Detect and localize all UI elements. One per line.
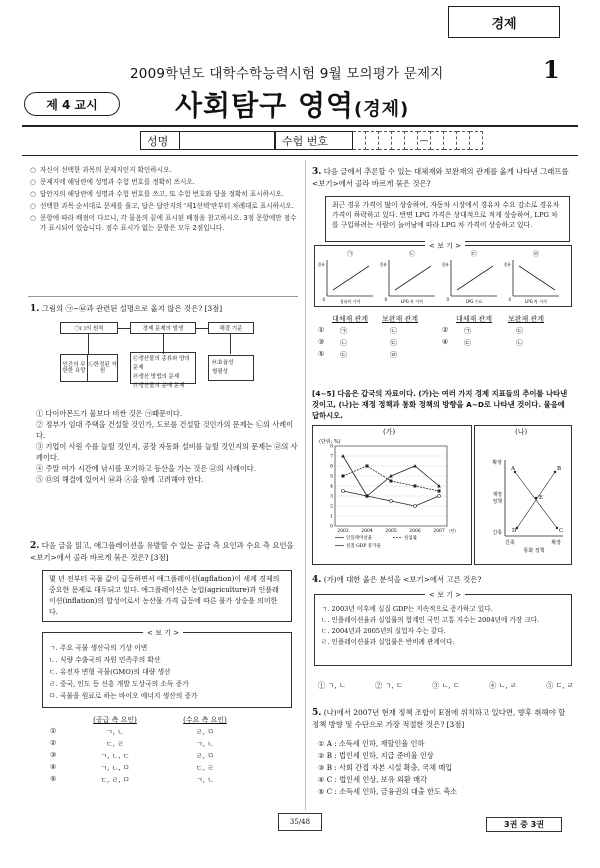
name-label: 성명 bbox=[140, 131, 180, 150]
graph-ylabel: 경유 bbox=[379, 262, 387, 267]
legend-label: 실질 GDP 증가율 bbox=[346, 544, 381, 549]
q4-bogi-list bbox=[321, 604, 565, 648]
diagram-right2: 형평성 bbox=[212, 369, 228, 375]
q3-answer-cell: ㉢ bbox=[516, 327, 523, 335]
exam-no-cell[interactable] bbox=[470, 131, 483, 150]
data-point bbox=[342, 475, 345, 478]
graph-xlabel: LPG 수요 bbox=[465, 299, 483, 304]
q2-header-demand: (수요 측 요인) bbox=[183, 716, 227, 724]
na-point bbox=[535, 497, 537, 499]
diagram-mid1: ㉢생산물의 종류와 양의 문제 bbox=[133, 356, 190, 371]
main-title-sub: (경제) bbox=[354, 99, 410, 120]
na-point-label: C bbox=[559, 528, 564, 534]
q2-answer-row[interactable] bbox=[50, 775, 280, 787]
exam-no-dash: — bbox=[418, 131, 431, 150]
q1-choices bbox=[36, 408, 298, 485]
diagram-mid3: ㉤생산물의 분배 문제 bbox=[133, 383, 185, 389]
q2-answer-cell: ㄱ, ㄴ bbox=[196, 776, 214, 784]
q4-choice-4[interactable]: ④ ㄴ, ㄹ bbox=[489, 681, 517, 690]
na-point-label: B bbox=[557, 466, 562, 472]
instruction-item: ○ 문제지에 해당란에 성명과 수험 번호를 정확히 쓰시오. bbox=[30, 177, 300, 187]
q3-answer-marker: ② bbox=[442, 326, 449, 334]
q2-bogi-list bbox=[49, 642, 285, 702]
q5-number: 5. bbox=[312, 708, 322, 718]
graph-tag: ㉡ bbox=[408, 251, 416, 258]
data-point bbox=[366, 465, 369, 468]
q2-answer-cell: ㄷ, ㄹ, ㅁ bbox=[100, 776, 130, 784]
q3-answer-marker: ① bbox=[318, 326, 325, 334]
q2-bogi-item: ㄷ. 유전자 변형 곡물(GMO)의 대량 생산 bbox=[49, 668, 171, 676]
y-tick-label: 5 bbox=[330, 474, 333, 480]
instruction-item: ○ 문항에 따라 배점이 다르니, 각 물음의 끝에 표시된 배점을 참고하시오. 3점 문항에만 점수가 표시되어 있습니다. 점수 표시가 없는 문항은 모두 2점입니다. bbox=[30, 213, 300, 233]
q4-bogi-box bbox=[314, 591, 572, 666]
q5-text: (나)에서 2007년 현재 정책 조합이 E점에 위치하고 있다면, 향후 취해야 할 정책 방향 및 수단으로 가장 적절한 것은? [3점] bbox=[312, 708, 566, 729]
instruction-item: ○ 자신이 선택한 과목의 문제지인지 확인하시오. bbox=[30, 165, 300, 175]
graph-origin: 0 bbox=[384, 297, 387, 302]
y-tick-label: 8 bbox=[330, 444, 333, 450]
exam-no-cell[interactable] bbox=[379, 131, 392, 150]
q3-number: 3. bbox=[312, 167, 322, 177]
graph-ylabel: 경유 bbox=[317, 262, 325, 267]
exam-no-cell[interactable] bbox=[366, 131, 379, 150]
instruction-item: ○ 선택한 과목 순서대로 문제를 풀고, 답은 답안지의 '제1선택'란부터 차례대로 표시하시오. bbox=[30, 201, 300, 211]
q2-bogi-box bbox=[42, 629, 292, 708]
q3-answer-marker: ⑤ bbox=[318, 350, 325, 358]
diagram-line bbox=[230, 334, 231, 354]
na-bottom-left: 긴축 bbox=[505, 540, 515, 546]
q3-stem bbox=[312, 166, 574, 189]
subject-box: 경제 bbox=[448, 6, 560, 38]
series-line bbox=[343, 491, 439, 506]
fig-na-label: (나) bbox=[515, 428, 528, 436]
q2-answer-cell: ㄷ, ㄹ bbox=[106, 740, 124, 748]
graph-line bbox=[519, 266, 555, 290]
exam-no-cell[interactable] bbox=[405, 131, 418, 150]
q2-answer-cell: ㄹ, ㅁ bbox=[196, 752, 214, 760]
q2-answer-rows bbox=[50, 727, 280, 787]
graph-line bbox=[333, 266, 369, 290]
id-row bbox=[140, 131, 483, 150]
q4-choice-5[interactable]: ⑤ ㄷ, ㄹ bbox=[546, 681, 574, 690]
q1-choice-4[interactable]: ④ 주말 여가 시간에 낚시를 포기하고 등산을 가는 것은 ㉣의 사례이다. bbox=[36, 464, 257, 473]
q1-choice-1[interactable]: ① 다이아몬드가 물보다 비싼 것은 ㉠때문이다. bbox=[36, 409, 183, 418]
q3-header: 대체재 관계 bbox=[332, 315, 369, 323]
q3-header: 대체재 관계 bbox=[456, 315, 493, 323]
q3-header: 보완재 관계 bbox=[382, 315, 419, 323]
fig-ga-label: (가) bbox=[383, 428, 396, 436]
q2-answer-cell: ㄱ, ㄴ bbox=[106, 728, 124, 736]
na-top-label: 확장 bbox=[492, 460, 502, 466]
q2-bogi-item: ㅁ. 곡물을 원료로 하는 바이오 에너지 생산의 증가 bbox=[49, 692, 198, 700]
graph-tag: ㉣ bbox=[532, 251, 540, 258]
q2-header-supply: (공급 측 요인) bbox=[93, 716, 137, 724]
na-diag-line bbox=[517, 472, 555, 528]
graph-xlabel: LPG 차 가격 bbox=[525, 299, 547, 304]
data-point bbox=[341, 454, 345, 458]
diagram-mid2: ㉣생산 방법의 문제 bbox=[133, 374, 180, 380]
diagram-line bbox=[88, 334, 89, 354]
y-tick-label: 3 bbox=[330, 494, 333, 500]
page-frac-top: 35 bbox=[289, 818, 299, 826]
diagram-arrow bbox=[196, 328, 208, 329]
q4-text: (가)에 대한 옳은 분석을 <보기>에서 고른 것은? bbox=[323, 575, 482, 584]
q4-choices bbox=[318, 680, 574, 691]
q3-answer-cell: ㉣ bbox=[390, 351, 397, 359]
exam-title: 2009학년도 대학수학능력시험 9월 모의평가 문제지 bbox=[130, 66, 444, 82]
q4-stem bbox=[312, 574, 574, 586]
header-rule-2 bbox=[22, 155, 578, 156]
q3-passage: 최근 경유 가격이 많이 상승하여, 자동차 시장에서 경유차 수요 감소로 경유차 가격이 하락하고 있다. 반면 LPG 가격은 상대적으로 적게 상승하여, LPG 차를 구입하려는 사람이 늘어남에 따라 LPG 차 가격이 상승하고 있다. bbox=[325, 196, 570, 242]
q4-bogi-item: ㄷ. 2004년과 2005년의 실업자 수는 같다. bbox=[321, 627, 446, 635]
diagram-arrow bbox=[118, 328, 130, 329]
q3-answer-header bbox=[318, 314, 576, 326]
q2-answer-row[interactable] bbox=[50, 739, 280, 751]
x-tick-label: 2004 bbox=[361, 529, 373, 534]
y-tick-label: 6 bbox=[330, 464, 333, 470]
graph-ylabel: 경유 bbox=[441, 262, 449, 267]
series-line bbox=[343, 466, 439, 491]
diagram-box-problems bbox=[130, 352, 196, 389]
q3-answer-marker: ④ bbox=[442, 338, 449, 346]
data-point bbox=[390, 500, 393, 503]
na-bottom-right: 확장 bbox=[551, 540, 561, 546]
q2-bogi-label: < 보 기 > bbox=[143, 628, 183, 638]
q5-choices bbox=[318, 738, 574, 798]
q2-answer-row[interactable] bbox=[50, 751, 280, 763]
graph-tag: ㉠ bbox=[346, 251, 354, 258]
q3-answer-cell bbox=[508, 350, 564, 362]
q2-answer-marker: ② bbox=[50, 739, 57, 747]
y-tick-label: 0 bbox=[330, 524, 333, 530]
q2-bogi-item: ㄴ. 식량 수출국의 자원 민족주의 확산 bbox=[49, 656, 161, 664]
diagram-box-criteria: 해결 기준 bbox=[208, 322, 254, 334]
q4-bogi-item: ㄹ. 인플레이션율과 실업률은 반비례 관계이다. bbox=[321, 638, 455, 646]
instructions-list bbox=[30, 165, 300, 235]
q3-answer-cell: ㉡ bbox=[390, 327, 397, 335]
instruction-item: ○ 답안지의 해당란에 성명과 수험 번호를 쓰고, 또 수험 번호와 답을 정확히 표시하시오. bbox=[30, 189, 300, 199]
graph-origin: 0 bbox=[446, 297, 449, 302]
main-title-text: 사회탐구 영역 bbox=[175, 89, 355, 122]
data-point bbox=[390, 480, 393, 483]
q1-choice-3[interactable]: ③ 기업이 사원 수를 늘릴 것인지, 공장 자동화 설비를 늘릴 것인지의 문제는 ㉣의 사례이다. bbox=[36, 442, 298, 462]
q3-answer-cell: ㉢ bbox=[390, 339, 397, 347]
q3-bogi-box bbox=[314, 242, 572, 307]
q5-stem bbox=[312, 707, 574, 730]
y-tick-label: 7 bbox=[330, 454, 333, 460]
legend-label: 실업률 bbox=[404, 536, 418, 541]
q1-number: 1. bbox=[30, 304, 40, 314]
q2-answer-cell: ㄱ, ㄴ bbox=[196, 740, 214, 748]
q2-number: 2. bbox=[30, 541, 40, 551]
q2-answer-header bbox=[50, 715, 280, 727]
q2-answer-marker: ③ bbox=[50, 751, 57, 759]
graph-ylabel: 경유 bbox=[503, 262, 511, 267]
diagram-box-standards bbox=[208, 355, 254, 381]
q2-bogi-item: ㄹ. 중국, 인도 등 신흥 개발 도상국의 소득 증가 bbox=[49, 680, 189, 688]
q4-choice-2[interactable]: ② ㄱ, ㄷ bbox=[375, 681, 403, 690]
q5-choice-2[interactable]: ② B : 법인세 인하, 지급 준비율 인상 bbox=[318, 751, 434, 760]
exam-no-label: 수험 번호 bbox=[275, 131, 353, 150]
fig-ga-box bbox=[312, 425, 472, 565]
na-left-axis: 재정 bbox=[492, 492, 502, 498]
graph-xlabel: 경유차 가격 bbox=[339, 299, 361, 304]
q3-answer-cell bbox=[456, 350, 508, 362]
y-tick-label: 2 bbox=[330, 504, 333, 510]
q2-answer-row[interactable] bbox=[50, 763, 280, 775]
q3-answer-marker: ③ bbox=[318, 338, 325, 346]
page-fraction: 35 / 48 bbox=[278, 813, 322, 831]
page-frac-bottom: 48 bbox=[301, 818, 311, 826]
q1-diagram bbox=[60, 322, 270, 402]
x-unit: (년) bbox=[449, 528, 456, 533]
q3-answer-cell: ㉡ bbox=[516, 339, 523, 347]
data-point bbox=[413, 464, 417, 468]
diagram-right1: ㉥효율성 bbox=[212, 360, 234, 366]
q2-passage: 몇 년 전부터 곡물 값이 급등하면서 애그플레이션(agflation)이 세계 경제의 중요한 문제로 대두되고 있다. 애그플레이션은 농업(agriculture)과 인플레이션(inflation)의 합성어로서 농산물 가격 급등에 따른 물가 상승을 의미한다. bbox=[42, 570, 292, 622]
q2-answer-marker: ① bbox=[50, 727, 57, 735]
q5-choice-5[interactable]: ⑤ C : 소득세 인하, 금융권의 대출 한도 축소 bbox=[318, 787, 458, 796]
data-point bbox=[438, 490, 441, 493]
q2-stem bbox=[30, 540, 300, 563]
q3-answer-row[interactable] bbox=[318, 338, 576, 350]
q4-bogi-item: ㄱ. 2003년 이후에 실질 GDP는 지속적으로 증가하고 있다. bbox=[321, 605, 493, 613]
graph-xlabel: LPG 차 가격 bbox=[401, 299, 423, 304]
na-left-axis: 정책 bbox=[492, 499, 502, 505]
q4-choice-1[interactable]: ① ㄱ, ㄴ bbox=[318, 681, 346, 690]
data-point bbox=[414, 505, 417, 508]
x-tick-label: 2003 bbox=[337, 529, 349, 534]
q2-answer-marker: ⑤ bbox=[50, 775, 57, 783]
q3-answer-cell: ㉠ bbox=[340, 327, 347, 335]
na-point-label: A bbox=[511, 466, 515, 472]
fig-ga-chart bbox=[313, 440, 473, 565]
exam-no-cell[interactable] bbox=[444, 131, 457, 150]
section-divider bbox=[28, 296, 298, 297]
q3-answer-table bbox=[318, 314, 576, 362]
q2-answer-cell: ㄱ, ㄴ, ㄷ bbox=[100, 752, 130, 760]
x-tick-label: 2006 bbox=[409, 529, 421, 534]
graph-origin: 0 bbox=[508, 297, 511, 302]
exam-no-cell[interactable] bbox=[457, 131, 470, 150]
q5-choice-4[interactable]: ④ C : 법인세 인상, 보유 외환 매각 bbox=[318, 775, 428, 784]
na-point bbox=[556, 527, 558, 529]
legend-label: 인플레이션율 bbox=[346, 536, 373, 541]
q3-graphs-svg bbox=[315, 246, 571, 306]
na-point-label: D bbox=[512, 528, 517, 534]
q3-answer-cell: ㉢ bbox=[340, 351, 347, 359]
exam-no-cell[interactable] bbox=[431, 131, 444, 150]
x-tick-label: 2007 bbox=[433, 529, 445, 534]
q2-answer-cell: ㄷ, ㄹ bbox=[196, 764, 214, 772]
na-bottom-axis: 통화 정책 bbox=[523, 548, 545, 554]
graph-line bbox=[457, 266, 493, 290]
q3-answer-cell: ㉡ bbox=[340, 339, 347, 347]
fig-na-box bbox=[474, 425, 572, 565]
exam-no-cell[interactable] bbox=[353, 131, 366, 150]
data-point bbox=[438, 495, 441, 498]
q2-answer-cell: ㄹ, ㅁ bbox=[196, 728, 214, 736]
page-number: 1 bbox=[543, 55, 560, 84]
x-tick-label: 2005 bbox=[385, 529, 397, 534]
na-point bbox=[554, 471, 556, 473]
q3-answer-marker bbox=[442, 350, 456, 362]
q5-choice-3[interactable]: ③ B : 사회 간접 자본 시설 확충, 국채 매입 bbox=[318, 763, 453, 772]
diagram-box-causes bbox=[60, 354, 118, 382]
q1-text: 그림의 ㉠~㉥과 관련된 설명으로 옳지 않은 것은? [3점] bbox=[41, 304, 223, 313]
q3-answer-cell: ㉠ bbox=[464, 327, 471, 335]
data-point bbox=[342, 490, 345, 493]
data-point bbox=[414, 485, 417, 488]
diagram-box-problem: 경제 문제의 발생 bbox=[130, 322, 196, 334]
exam-no-cell[interactable] bbox=[392, 131, 405, 150]
q2-answer-cell: ㄱ, ㄴ, ㅁ bbox=[100, 764, 130, 772]
q3-answer-row[interactable] bbox=[318, 350, 576, 362]
diagram-left1: 인간의 무한한 욕망 bbox=[61, 355, 88, 381]
q1-choice-5[interactable]: ⑤ ㉤의 해결에 있어서 ㉥과 ㉦을 함께 고려해야 한다. bbox=[36, 475, 204, 484]
q2-text: 다음 글을 읽고, 애그플레이션을 유발할 수 있는 공급 측 요인과 수요 측 요인을 <보기>에서 골라 바르게 묶은 것은? [3점] bbox=[30, 541, 294, 562]
graph-origin: 0 bbox=[322, 297, 325, 302]
q4-bogi-item: ㄴ. 인플레이션율과 실업률의 합계인 국민 고통 지수는 2004년에 가장 크다. bbox=[321, 616, 540, 624]
fig-na-chart bbox=[475, 436, 573, 564]
q3-answer-row[interactable] bbox=[318, 326, 576, 338]
q3-answer-rows bbox=[318, 326, 576, 362]
diagram-left2: ㉡한정된 자원 bbox=[88, 362, 117, 374]
q4-choice-3[interactable]: ③ ㄴ, ㄷ bbox=[432, 681, 460, 690]
q2-answer-row[interactable] bbox=[50, 727, 280, 739]
name-field[interactable] bbox=[180, 131, 275, 150]
na-point-label: E bbox=[539, 495, 544, 501]
column-divider bbox=[305, 160, 306, 810]
y-tick-label: 4 bbox=[330, 484, 333, 490]
q4-number: 4. bbox=[312, 575, 322, 585]
volume-label: 3권 중 3권 bbox=[486, 817, 562, 832]
na-left-bottom: 긴축 bbox=[492, 530, 502, 536]
y-tick-label: 1 bbox=[330, 514, 333, 520]
q3-bogi-label: < 보 기 > bbox=[425, 241, 465, 251]
q3-header: 보완재 관계 bbox=[508, 315, 545, 323]
diagram-line bbox=[163, 334, 164, 354]
fig-ga-unit: (단위: %) bbox=[319, 439, 341, 445]
q2-answer-table bbox=[50, 715, 280, 787]
graph-line bbox=[395, 266, 431, 290]
q1-choice-2[interactable]: ② 정부가 임대 주택을 건설할 것인가, 도로를 건설할 것인가의 문제는 ㉡의 사례이다. bbox=[36, 420, 294, 440]
q5-choice-1[interactable]: ① A : 소득세 인하, 재할인율 인하 bbox=[318, 739, 425, 748]
header-rule bbox=[22, 125, 578, 127]
main-title bbox=[175, 84, 409, 124]
q3-answer-cell: ㉢ bbox=[464, 339, 471, 347]
q1-stem bbox=[30, 303, 300, 315]
q45-intro: [4~5] 다음은 갑국의 자료이다. (가)는 여러 가지 경제 지표들의 추이를 나타낸 것이고, (나)는 재정 정책과 통화 정책의 방향을 A~D로 나타낸 것이다. 물음에 답하시오. bbox=[312, 389, 568, 420]
q2-bogi-item: ㄱ. 주요 곡물 생산국의 기상 이변 bbox=[49, 644, 148, 652]
q2-answer-marker: ④ bbox=[50, 763, 57, 771]
diagram-box-principle: ㉠( )의 원칙 bbox=[60, 322, 118, 334]
q3-text: 다음 글에서 추론할 수 있는 대체재와 보완재의 관계를 옳게 나타낸 그래프를 <보기>에서 골라 바르게 묶은 것은? bbox=[312, 167, 569, 188]
q4-bogi-label: < 보 기 > bbox=[425, 590, 465, 600]
graph-tag: ㉢ bbox=[470, 251, 478, 258]
period-badge: 제 4 교시 bbox=[24, 92, 120, 116]
